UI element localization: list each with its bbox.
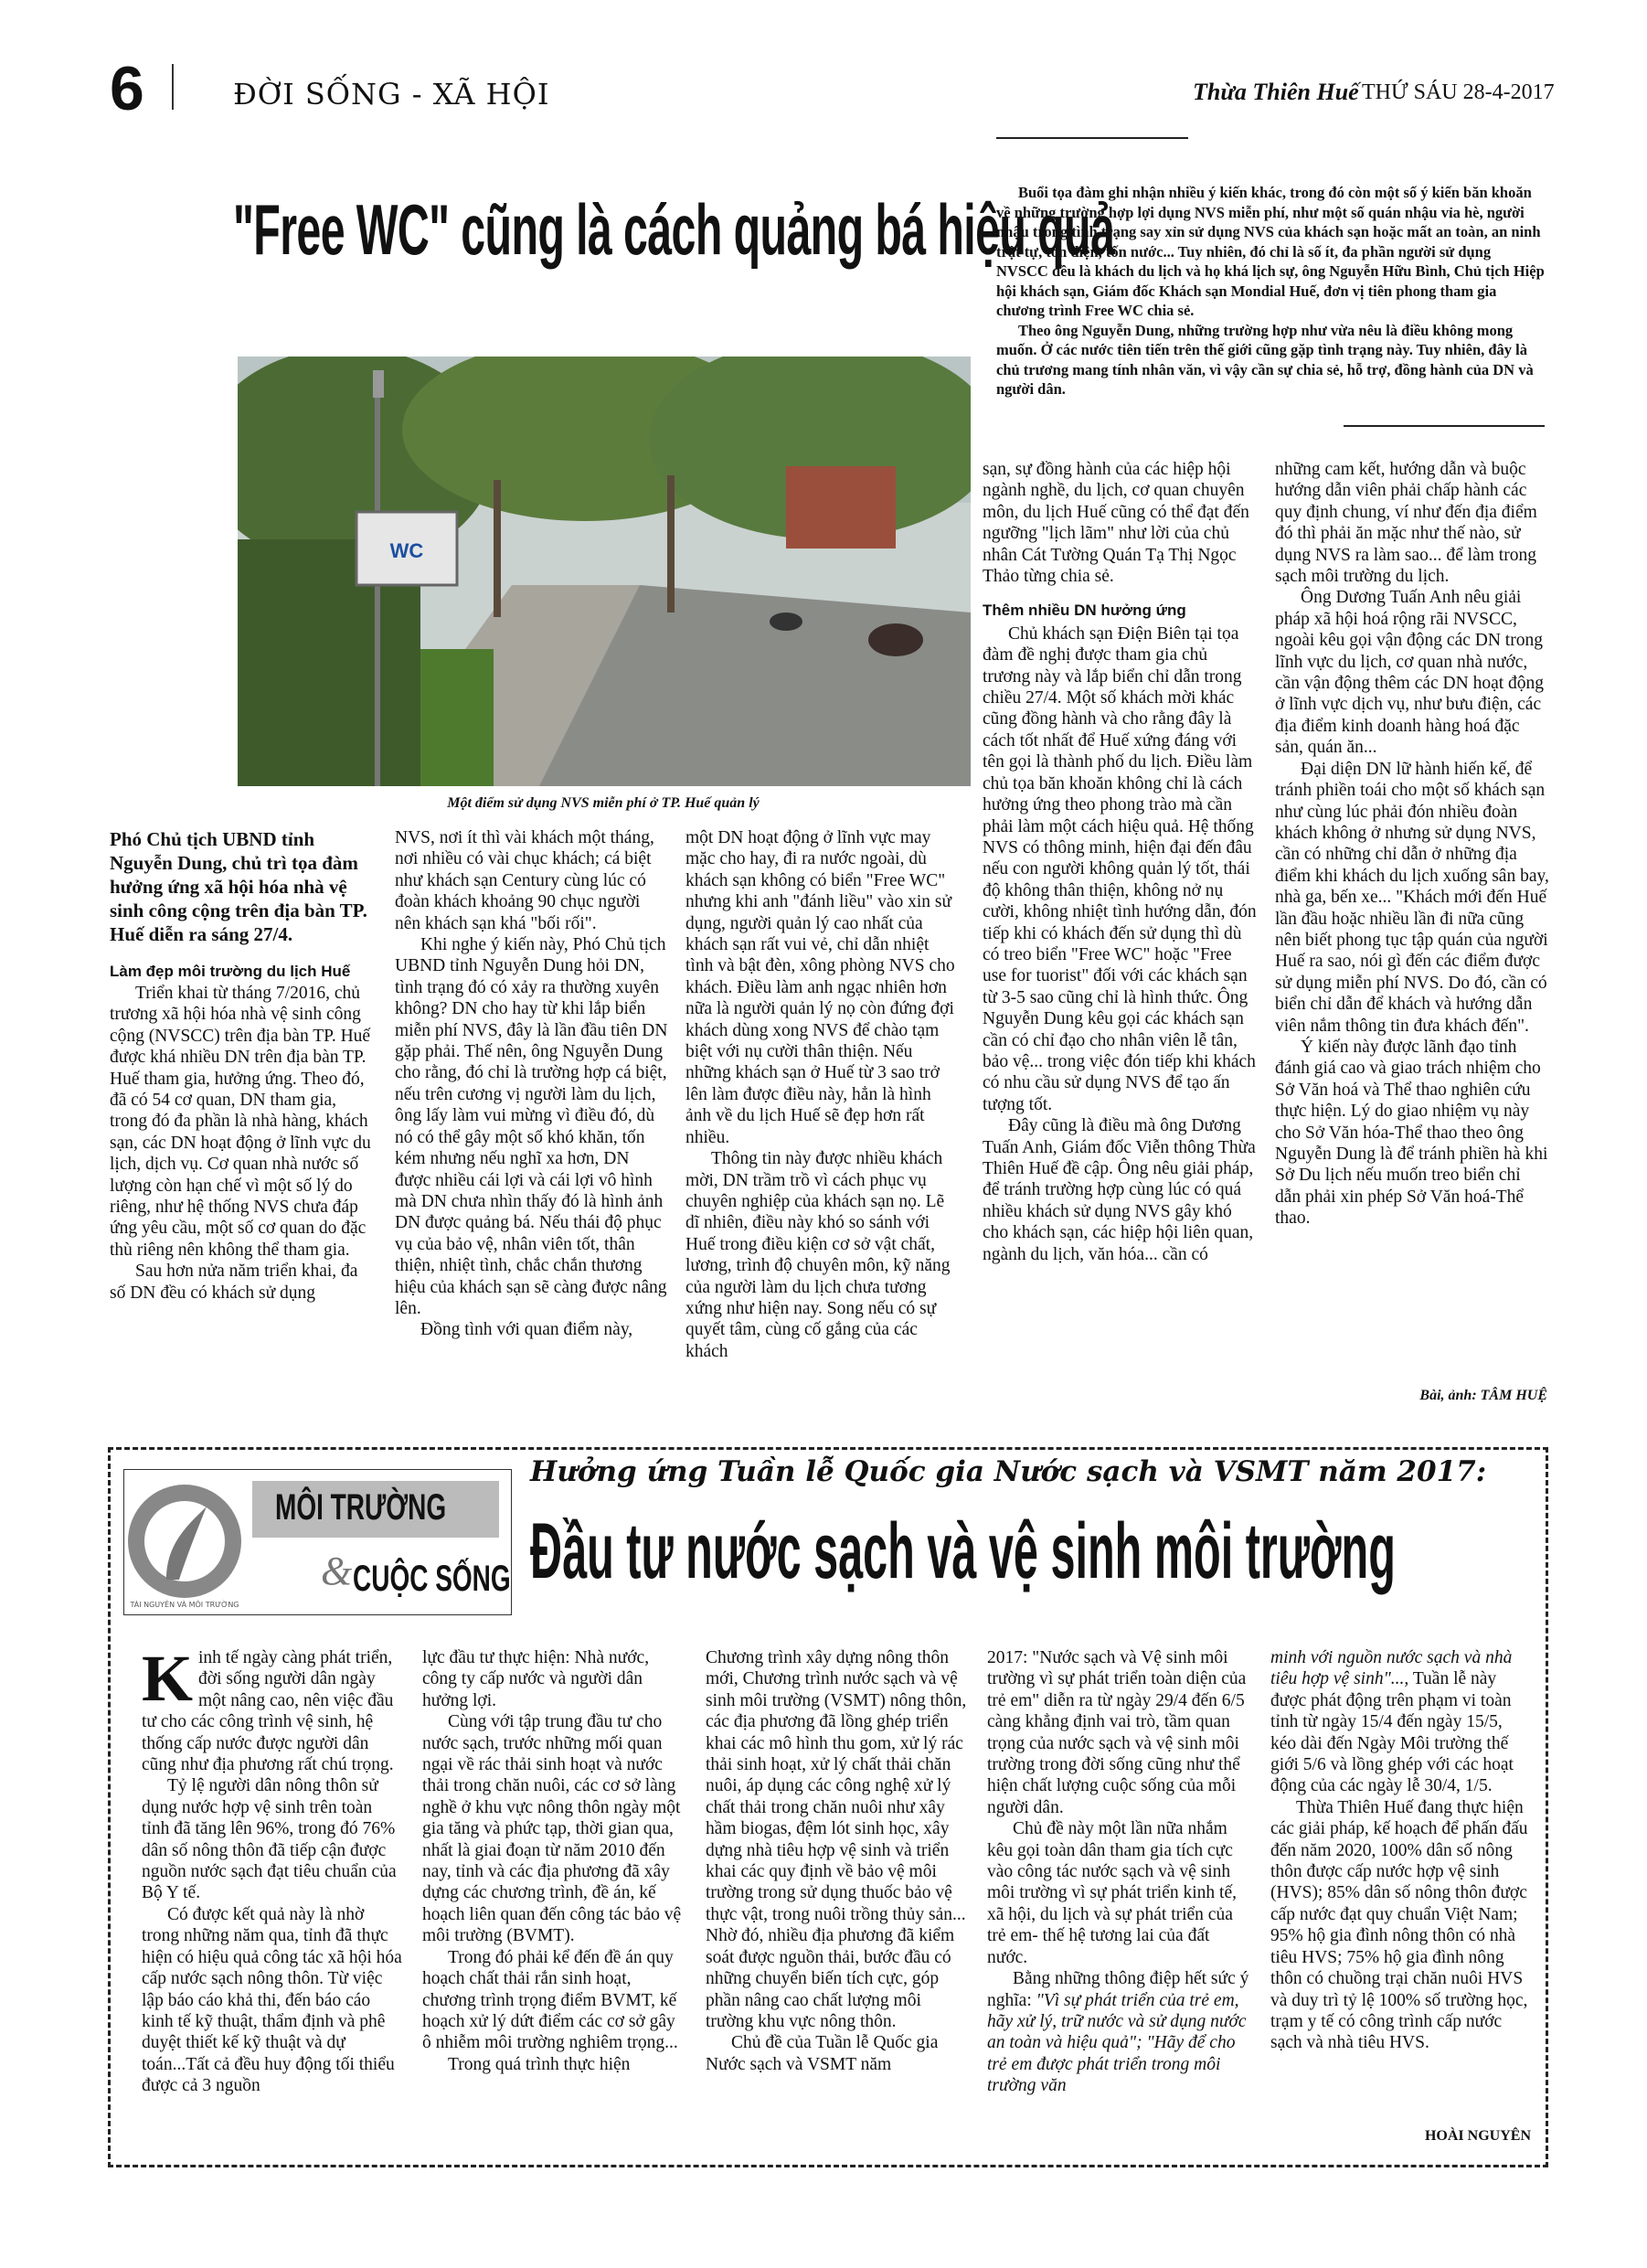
paragraph: một DN hoạt động ở lĩnh vực may mặc cho hay, đi ra nước ngoài, dù khách sạn không có biển "Free WC" nhưng khi anh "đánh liều" vào xin sử dụng, người quản lý cao nhất của khách sạn rất vui vẻ, chỉ dẫn nhiệt tình và bật đèn, xông phòng NVS cho khách. Điều làm anh ngạc nhiên hơn nữa là người quản lý nọ còn đứng đợi khách dùng xong NVS để chào tạm biệt với nụ cười thân thiện. Nếu những khách sạn ở Huế từ 3 sao trở lên làm được điều này, hẳn là hình ảnh về du lịch Huế sẽ đẹp hơn rất nhiều. (685, 828, 955, 1147)
drop-cap: K (142, 1647, 194, 1715)
paragraph: lực đầu tư thực hiện: Nhà nước, công ty cấp nước và người dân hưởng lợi. (422, 1648, 650, 1710)
paragraph: Đồng tình với quan điểm này, (420, 1320, 633, 1340)
paragraph: Đây cũng là điều mà ông Dương Tuấn Anh, Giám đốc Viễn thông Thừa Thiên Huế đề cập. Ông nêu giải pháp, để tránh trường hợp cùng lúc có quá nhiều khách sử dụng NVS gây khó cho khách sạn, các hiệp hội liên quan, ngành du lịch, văn hóa... cần có (983, 1116, 1256, 1264)
photo-caption: Một điểm sử dụng NVS miễn phí ở TP. Huế quản lý (447, 795, 760, 811)
subheading-lam-dep: Làm đẹp môi trường du lịch Huế (110, 963, 351, 980)
logo-line-1: MÔI TRƯỜNG (275, 1487, 447, 1528)
paragraph: Ý kiến này được lãnh đạo tỉnh đánh giá cao và giao trách nhiệm cho Sở Văn hoá và Thể thao nghiên cứu thực hiện. Lý do giao nhiệm vụ này cho Sở Văn hóa-Thể thao theo ông Nguyễn Dung là để tránh phiền hà khi Sở Du lịch nếu muốn treo biển chỉ dẫn phải xin phép Sở Văn hoá-Thể thao. (1275, 1037, 1548, 1229)
paragraph: Trong đó phải kể đến đề án quy hoạch chất thải rắn sinh hoạt, chương trình trọng điểm BVMT, kế hoạch xử lý dứt điểm các cơ sở gây ô nhiễm môi trường nghiêm trọng... (422, 1947, 678, 2053)
quoted-message: minh với nguồn nước sạch và nhà tiêu hợp vệ sinh"..., (1270, 1648, 1513, 1689)
paragraph: NVS, nơi ít thì vài khách một tháng, nơi nhiều có vài chục khách; cá biệt như khách sạn Century cùng lúc có đoàn khách khoảng 90 chục người nên khách sạn khá "bối rối". (395, 828, 654, 933)
article2-column-1 (142, 1647, 402, 2141)
paragraph: Chủ khách sạn Điện Biên tại tọa đàm đề nghị được tham gia chủ trương này và lắp biển chỉ dẫn trong chiều 27/4. Một số khách mời khác cũng đồng hành và cho rằng đây là cách tốt nhất để Huế xứng đáng với tên gọi là thành phố du lịch. Điều làm chủ tọa băn khoăn không chỉ là cách hưởng ứng theo phong trào mà cần phải làm một cách hiệu quả. Hệ thống NVS có thông minh, hiện đại đến đâu nếu con người không quản lý tốt, thái độ không thân thiện, không nở nụ cười, không nhiệt tình hướng dẫn, đón tiếp khi có khách đến sử dụng thì dù có treo biển "Free WC" hoặc "Free use for tuorist" đối với các khách sạn từ 3-5 sao cũng chỉ là hình thức. Ông Nguyễn Dung kêu gọi các khách sạn cần có chỉ đạo cho nhân viên lễ tân, bảo vệ... trong việc đón tiếp khi khách có nhu cầu sử dụng NVS để tạo ấn tượng tốt. (983, 623, 1257, 1114)
paragraph: Chương trình xây dựng nông thôn mới, Chương trình nước sạch và vệ sinh môi trường (VSMT) nông thôn, các địa phương đã lồng ghép triển khai các mô hình thu gom, xử lý rác thải sinh hoạt, xử lý chất thải chăn nuôi, áp dụng các công nghệ xử lý chất thải trong chăn nuôi như xây hầm biogas, đệm lót sinh học, xây dựng nhà tiêu hợp vệ sinh và triển khai các quy định về bảo vệ môi trường trong sử dụng thuốc bảo vệ thực vật, trong nuôi trồng thủy sản... Nhờ đó, nhiều địa phương đã kiểm soát được nguồn thải, bước đầu có những chuyển biến tích cực, góp phần nâng cao chất lượng môi trường khu vực nông thôn. (706, 1648, 967, 2031)
paragraph: Triển khai từ tháng 7/2016, chủ trương xã hội hóa nhà vệ sinh công cộng (NVSCC) trên địa bàn TP. Huế được khá nhiều DN trên địa bàn TP. Huế tham gia, hưởng ứng. Theo đó, đã có 54 cơ quan, DN tham gia, trong đó đa phần là nhà hàng, khách sạn, các DN hoạt động ở lĩnh vực du lịch, dịch vụ. Cơ quan nhà nước số lượng còn hạn chế vì một số lý do riêng, như hệ thống NVS chưa đáp ứng yêu cầu, một số cơ quan do đặc thù riêng nên không thể tham gia. (110, 984, 371, 1260)
quote-bottom-rule (1344, 425, 1545, 427)
quote-paragraph: Theo ông Nguyễn Dung, những trường hợp như vừa nêu là điều không mong muốn. Ở các nước tiên tiến trên thế giới cũng gặp tình trạng này. Tuy nhiên, đây là chủ trương mang tính nhân văn, vì vậy cần sự chia sẻ, hỗ trợ, đồng hành của DN và người dân. (996, 321, 1534, 398)
paragraph: Cùng với tập trung đầu tư cho nước sạch, trước những mối quan ngại về rác thải sinh hoạt và nước thải trong chăn nuôi, các cơ sở làng nghề ở khu vực nông thôn ngày một gia tăng và phức tạp, thời gian qua, nhất là giai đoạn từ năm 2010 đến nay, tỉnh và các địa phương đã xây dựng các chương trình, đề án, kế hoạch liên quan đến công tác bảo vệ môi trường (BVMT). (422, 1712, 682, 1946)
article2-kicker: Hưởng ứng Tuần lễ Quốc gia Nước sạch và VSMT năm 2017: (530, 1455, 1487, 1488)
paragraph: Đại diện DN lữ hành hiến kế, để tránh phiền toái cho một số khách sạn như cùng lúc phải đón nhiều đoàn khách không ở nhưng sử dụng NVS, cần có những chỉ dẫn ở những địa điểm khi khách du lịch xuống sân bay, nhà ga, bến xe... "Khách mới đến Huế lần đầu hoặc nhiều lần đi nữa cũng nên biết phong tục tập quán của người Huế ra sao, nói gì đến các điểm được sử dụng miễn phí NVS. Do đó, cần có biển chỉ dẫn để khách và hướng dẫn viên nắm thông tin đưa khách đến". (1275, 759, 1549, 1036)
paragraph: 2017: "Nước sạch và Vệ sinh môi trường vì sự phát triển toàn diện của trẻ em" diễn ra từ ngày 29/4 đến 6/5 càng khẳng định vai trò, tầm quan trọng của nước sạch và vệ sinh môi trường trong đời sống cũng như thể hiện chất lượng cuộc sống của mỗi người dân. (987, 1648, 1247, 1817)
newspaper-name: Thừa Thiên Huế (1193, 79, 1359, 105)
paragraph: Bằng những thông điệp hết sức ý nghĩa: (987, 1969, 1249, 2010)
paragraph: Chủ đề của Tuần lễ Quốc gia Nước sạch và VSMT năm (706, 2033, 939, 2074)
paragraph: Sau hơn nửa năm triển khai, đa số DN đều có khách sử dụng (110, 1262, 358, 1303)
paragraph: inh tế ngày càng phát triển, đời sống người dân ngày một nâng cao, nên việc đầu tư cho các công trình vệ sinh, hệ thống cấp nước được người dân cũng như địa phương rất chú trọng. (142, 1648, 394, 1775)
section-logo (123, 1469, 512, 1615)
article2-column-2 (422, 1647, 687, 2141)
quote-paragraph: Buổi tọa đàm ghi nhận nhiều ý kiến khác, trong đó còn một số ý kiến băn khoăn về những trường hợp lợi dụng NVS miễn phí, như một số quán nhậu vỉa hè, người nhậu trong tình trạng say xỉn sử dụng NVS của khách sạn hoặc mất an toàn, an ninh trật tự, tốn điện, tốn nước... Tuy nhiên, đó chỉ là số ít, đa phần người sử dụng NVSCC đều là khách du lịch và họ khá lịch sự, ông Nguyễn Hữu Bình, Chủ tịch Hiệp hội khách sạn, Giám đốc Khách sạn Mondial Huế, đơn vị tiên phong tham gia chương trình Free WC chia sẻ. (996, 184, 1545, 319)
quote-box (996, 183, 1545, 399)
street-photo (238, 357, 971, 786)
article2-byline: HOÀI NGUYÊN (1424, 2128, 1531, 2144)
issue-date: THỨ SÁU 28-4-2017 (1362, 80, 1555, 104)
article1-column-4 (983, 459, 1257, 1419)
page-number: 6 (110, 54, 144, 123)
paragraph: Ông Dương Tuấn Anh nêu giải pháp xã hội hoá rộng rãi NVSCC, ngoài kêu gọi vận động các DN trong lĩnh vực du lịch, cơ quan nhà nước, cần vận động thêm các DN hoạt động ở lĩnh vực dịch vụ, như bưu điện, các địa điểm kinh doanh hàng hoá đặc sản, quán ăn... (1275, 588, 1545, 758)
article1-column-3 (685, 827, 958, 1412)
section-title: ĐỜI SỐNG - XÃ HỘI (233, 77, 550, 112)
logo-line-2: CUỘC SỐNG (353, 1559, 511, 1599)
article2-column-4 (987, 1647, 1254, 2141)
paragraph: Có được kết quả này là nhờ trong những năm qua, tỉnh đã thực hiện có hiệu quả công tác xã hội hóa cấp nước sạch nông thôn. Từ việc lập báo cáo khả thi, đến báo cáo kinh tế kỹ thuật, thẩm định và phê duyệt thiết kế kỹ thuật và dự toán...Tất cả đều huy động tối thiểu được cả 3 nguồn (142, 1904, 402, 2096)
subheading-them-nhieu: Thêm nhiều DN hưởng ứng (983, 602, 1186, 620)
paragraph: Tuần lễ này được phát động trên phạm vi toàn tỉnh từ ngày 15/4 đến ngày 15/5, kéo dài đến Ngày Môi trường thế giới 5/6 và lồng ghép với các hoạt động của các ngày lễ 30/4, 1/5. (1270, 1669, 1514, 1796)
quoted-message: "Vì sự phát triển của trẻ em, hãy xử lý, trữ nước và sử dụng nước an toàn và hiệu quả"; "Hãy để cho trẻ em được phát triển trong môi trường văn (987, 1990, 1247, 2096)
paragraph: Thông tin này được nhiều khách mời, DN trầm trồ vì cách phục vụ chuyên nghiệp của khách sạn nọ. Lẽ dĩ nhiên, điều này khó so sánh với Huế trong điều kiện cơ sở vật chất, lương, trình độ chuyên môn, kỹ năng của người làm du lịch chưa tương xứng như hiện nay. Song nếu có sự quyết tâm, cùng cố gắng của các khách (685, 1149, 951, 1361)
article2-column-5 (1270, 1647, 1531, 2132)
quote-top-rule (996, 137, 1188, 139)
paragraph: sạn, sự đồng hành của các hiệp hội ngành nghề, du lịch, cơ quan chuyên môn, du lịch Huế cũng có thể đạt đến ngưỡng "lịch lãm" như lời của chủ nhân Cát Tường Quán Tạ Thị Ngọc Thảo từng chia sẻ. (983, 460, 1249, 587)
paragraph: Tỷ lệ người dân nông thôn sử dụng nước hợp vệ sinh trên toàn tỉnh đã tăng lên 96%, trong đó 76% dân số nông thôn đã tiếp cận được nguồn nước sạch đạt tiêu chuẩn của Bộ Y tế. (142, 1776, 397, 1903)
paragraph: những cam kết, hướng dẫn và buộc hướng dẫn viên phải chấp hành các quy định chung, ví như đến địa điểm đó thì phải ăn mặc như thế nào, sử dụng NVS ra làm sao... để làm trong sạch môi trường du lịch. (1275, 460, 1537, 587)
article1-column-1 (110, 827, 373, 1304)
paragraph: Khi nghe ý kiến này, Phó Chủ tịch UBND tỉnh Nguyễn Dung hỏi DN, tình trạng đó có xảy ra thường xuyên không? DN cho hay từ khi lắp biển miễn phí NVS, đây là lần đầu tiên DN gặp phải. Thế nên, ông Nguyễn Dung cho rằng, đó chỉ là trường hợp cá biệt, nếu trên cương vị người làm du lịch, ông lấy làm vui mừng vì điều đó, dù nó có thể gây một số khó khăn, tốn kém nhưng nếu nghĩ xa hơn, DN được nhiều cái lợi và cái lợi vô hình mà DN chưa nhìn thấy đó là hình ảnh DN được quảng bá. Nếu thái độ phục vụ của bảo vệ, nhân viên tốt, thân thiện, nhiệt tình, chắc chắn thương hiệu của khách sạn sẽ càng được nâng lên. (395, 935, 668, 1318)
header-divider (172, 64, 174, 110)
article1-headline: "Free WC" cũng là cách quảng bá hiệu quả (233, 189, 1115, 270)
wc-sign-text: WC (389, 539, 424, 562)
article2-headline: Đầu tư nước sạch và vệ sinh môi trường (530, 1507, 1396, 1595)
street-scene-illustration (238, 357, 971, 786)
paragraph: Chủ đề này một lần nữa nhắm kêu gọi toàn dân tham gia tích cực vào công tác nước sạch và vệ sinh môi trường vì sự phát triển kinh tế, xã hội, du lịch và sự phát triển của trẻ em- thế hệ tương lai của đất nước. (987, 1819, 1237, 1967)
paragraph: Trong quá trình thực hiện (448, 2054, 631, 2074)
article1-sapo: Phó Chủ tịch UBND tỉnh Nguyễn Dung, chủ trì tọa đàm hưởng ứng xã hội hóa nhà vệ sinh công cộng trên địa bàn TP. Huế diễn ra sáng 27/4. (110, 828, 367, 945)
paragraph: Thừa Thiên Huế đang thực hiện các giải pháp, kế hoạch để phấn đấu đến năm 2020, 100% dân số nông thôn được cấp nước hợp vệ sinh (HVS); 85% dân số nông thôn được cấp nước đạt quy chuẩn Việt Nam; 95% hộ gia đình nông thôn có nhà tiêu HVS; 75% hộ gia đình nông thôn có chuồng trại chăn nuôi HVS và duy trì tỷ lệ 100% số trường học, trạm y tế có công trình cấp nước sạch và nhà tiêu HVS. (1270, 1797, 1528, 2053)
article1-column-5 (1275, 459, 1549, 1391)
article1-column-2 (395, 827, 669, 1412)
article1-byline: Bài, ảnh: TÂM HUỆ (1419, 1388, 1547, 1403)
logo-circle-text: TÀI NGUYÊN VÀ MÔI TRƯỜNG (130, 1601, 239, 1609)
article2-column-3 (706, 1647, 971, 2141)
logo-ampersand: & (321, 1549, 353, 1593)
